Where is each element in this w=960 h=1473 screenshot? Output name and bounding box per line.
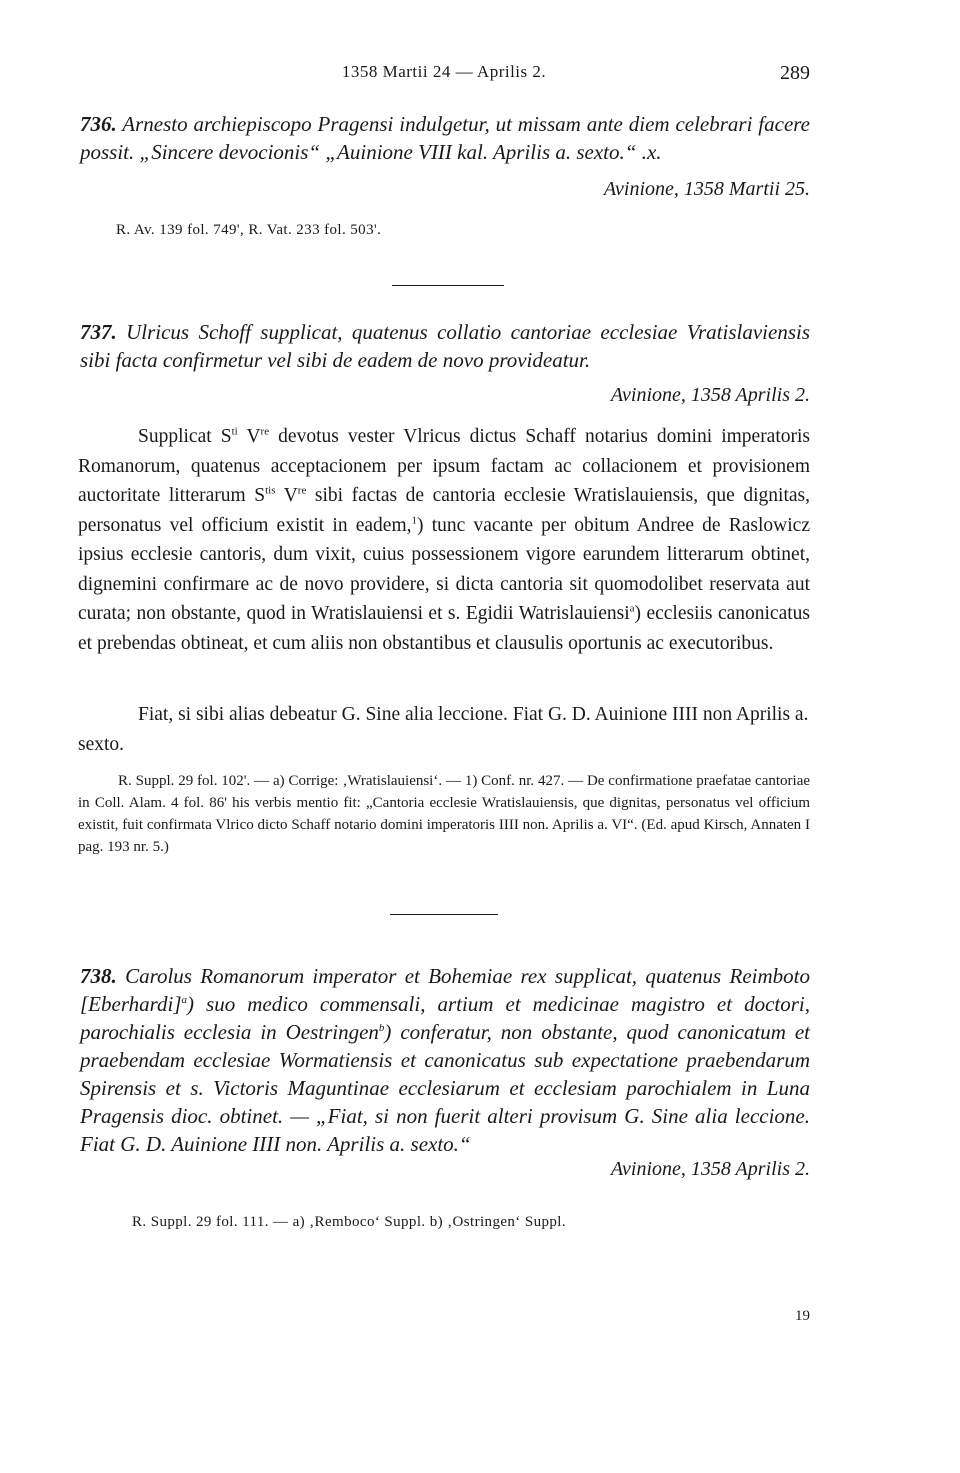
supplication-text: Supplicat $S^{ti}$ Vre devotus vester Vlricus dictus Schaff notarius domini imperatoris Romanorum, quatenus acceptacionem per ipsum factam ac collacionem et provisionem auctoritate litterarum $S^{tis}$ Vre sibi factas de cantoria ecclesie Wratislauiensis, que dignitas, personatus vel officium existit in eadem,$^1$) tunc vacante per obitum Andree de Raslowicz ipsius ecclesie cantoris, dum vixit, cuius possessionem vigore earundem litterarum obtinet, dignemini confirmare ac de novo providere, si dicta cantoria sit quomodolibet reservata aut curata; non obstante, quod in Wratislauiensi et s. Egidii Watrislauiensi$^a$) ecclesiis canonicatus et prebendas obtineat, et cum aliis non obstantibus et clausulis oportunis ac executoribus. bbox=[78, 425, 811, 654]
superscript: re bbox=[260, 425, 270, 438]
entry-number: 738. bbox=[80, 964, 117, 988]
fiat-text: Fiat, si sibi alias debeatur G. Sine alia leccione. Fiat G. D. Auinione IIII non Aprilis a. sexto. bbox=[78, 704, 809, 755]
text-run: Carolus Romanorum imperator et Bohemiae rex supplicat, quatenus Reimboto [Eberhardi] bbox=[80, 964, 810, 1016]
footnote-1: Conf. nr. 427. — De confirmatione praefatae cantoriae in Coll. Alam. 4 fol. 86' his verbis mentio fit: „Cantoria ecclesie Wratislauiensis, que dignitas, personatus vel officium existit, fuit confirmata Vlrico dicto Schaff notario domini imperatoris IIII non. Aprilis a. VI“. (Ed. apud Kirsch, Annaten I pag. 193 nr. 5.) bbox=[78, 773, 811, 855]
page-number: 289 bbox=[780, 62, 810, 84]
text-run: tunc vacante per obitum Andree de Raslowicz ipsius ecclesie cantoris, dum vixit, cuius possessionem vigore earundem litterarum obtinet, dignemini confirmare ac de novo providere, si dicta cantoria sit quomodolibet reservata aut curata; non obstante, quod in Wratislauiensi et s. Egidii Watrislauiensi bbox=[78, 514, 810, 624]
entry-736-place-date: Avinione, 1358 Martii 25. bbox=[603, 178, 810, 200]
superscript: tis bbox=[265, 484, 276, 497]
entry-738-footnote: R. Suppl. 29 fol. 111. — a) ‚Remboco‘ Suppl. b) ‚Ostringen‘ Suppl. bbox=[132, 1214, 567, 1230]
entry-737-place-date: Avinione, 1358 Aprilis 2. bbox=[610, 384, 810, 406]
footnote-a: Corrige: ‚Wratislauiensi‘. — bbox=[288, 773, 461, 789]
entry-738-summary: 738. Carolus Romanorum imperator et Bohemiae rex supplicat, quatenus Reimboto [Eberhardi]$^a$) suo medico commensali, artium et medicinae magistro et doctori, parochialis ecclesia in Oestringen$^b$) conferatur, non obstante, quod canonicatum et praebendam ecclesiae Wormatiensis et canonicatus sub expectatione praebendarum Spirensis et s. Victoris Maguntinae ecclesiarum et ecclesiam parochialem in Luna Pragensis dioc. obtinet. — „Fiat, si non fuerit alteri provisum G. Sine alia leccione. Fiat G. D. Auinione IIII non. Aprilis a. sexto.“ bbox=[80, 964, 810, 1156]
entry-736-summary bbox=[80, 110, 810, 166]
section-divider bbox=[390, 914, 498, 915]
footnote-label: a bbox=[272, 773, 280, 789]
text-run: Supplicat S bbox=[138, 426, 232, 447]
section-divider bbox=[392, 285, 504, 286]
entry-737-footnotes: R. Suppl. 29 fol. 102'. — a) Corrige: ‚Wratislauiensi‘. — 1) Conf. nr. 427. — De confirmatione praefatae cantoriae in Coll. Alam. 4 fol. 86' his verbis mentio fit: „Cantoria ecclesie Wratislauiensis, que dignitas, personatus vel officium existit, fuit confirmata Vlrico dicto Schaff notario domini imperatoris IIII non. Aprilis a. VI“. (Ed. apud Kirsch, Annaten I pag. 193 nr. 5.) bbox=[78, 773, 811, 855]
footnote-marker: a bbox=[629, 602, 635, 615]
superscript: re bbox=[297, 484, 307, 497]
text-run: devotus vester Vlricus dictus Schaff notarius domini imperatoris Romanorum, quatenus acceptacionem per ipsum factam ac collacionem et provisionem auctoritate litterarum S bbox=[78, 426, 811, 506]
sheet-signature: 19 bbox=[795, 1308, 810, 1324]
entry-737-summary bbox=[80, 318, 810, 374]
text-run: sibi factas de cantoria ecclesie Wratislauiensis, que dignitas, personatus vel officium existit in eadem, bbox=[78, 485, 810, 536]
text-run: suo medico commensali, artium et medicinae magistro et doctori, parochialis ecclesia in Oestringen bbox=[80, 992, 810, 1044]
footnote-marker: a bbox=[181, 994, 188, 1006]
entry-summary-text: Arnesto archiepiscopo Pragensi indulgetur, ut missam ante diem celebrari facere possit. „Sincere devocionis“ „Auinione VIII kal. Aprilis a. sexto.“ .x. bbox=[80, 112, 810, 164]
superscript: ti bbox=[231, 425, 238, 438]
entry-736-source: R. Av. 139 fol. 749', R. Vat. 233 fol. 503'. bbox=[116, 222, 382, 238]
entry-number: 737. bbox=[80, 320, 117, 344]
entry-738-place-date: Avinione, 1358 Aprilis 2. bbox=[610, 1158, 810, 1180]
footnote-marker: 1 bbox=[411, 514, 418, 526]
page-header bbox=[78, 62, 810, 92]
running-head: 1358 Martii 24 — Aprilis 2. bbox=[341, 62, 547, 81]
text-run: conferatur, non obstante, quod canonicatum et praebendam ecclesiae Wormatiensis et canonicatus sub expectatione praebendarum Spirensis et s. Victoris Maguntinae ecclesiarum et ecclesiam parochialem in Luna Pragensis dioc. obtinet. — „Fiat, si non fuerit alteri provisum G. Sine alia leccione. Fiat G. D. Auinione IIII non. Aprilis a. sexto.“ bbox=[80, 1020, 810, 1156]
entry-number: 736. bbox=[80, 112, 117, 136]
entry-summary-text: Ulricus Schoff supplicat, quatenus collatio cantoriae ecclesiae Vratislaviensis sibi facta confirmetur vel sibi de eadem de novo provideatur. bbox=[80, 320, 810, 372]
text-run: ecclesiis canonicatus et prebendas obtineat, et cum aliis non obstantibus et clausulis oportunis ac executoribus. bbox=[78, 603, 810, 654]
footnote-source: R. Suppl. 29 fol. 102'. — bbox=[118, 773, 270, 789]
footnote-label: 1 bbox=[464, 773, 473, 789]
footnote-marker: b bbox=[378, 1022, 385, 1034]
